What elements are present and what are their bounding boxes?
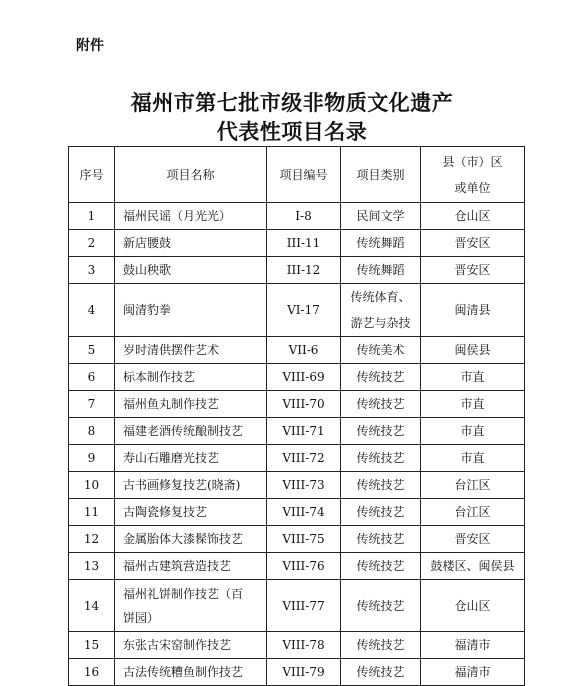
cell-region: 仓山区 [421, 580, 525, 632]
cell-seq: 15 [69, 632, 115, 659]
table-row [69, 418, 525, 445]
cell-region: 福清市 [421, 632, 525, 659]
cell-category: 民间文学 [341, 203, 421, 230]
cell-category: 传统技艺 [341, 364, 421, 391]
cell-region: 仓山区 [421, 203, 525, 230]
table-row [69, 472, 525, 499]
cell-category: 传统舞蹈 [341, 230, 421, 257]
cell-name: 福州民谣（月光光） [115, 203, 267, 230]
table-row [69, 553, 525, 580]
table-row [69, 391, 525, 418]
cell-code: VIII-74 [267, 499, 341, 526]
header-seq: 序号 [69, 147, 115, 203]
cell-seq: 3 [69, 257, 115, 284]
cell-category: 传统技艺 [341, 553, 421, 580]
cell-code: VIII-70 [267, 391, 341, 418]
cell-name-line2: 饼园） [123, 610, 160, 625]
attachment-label: 附件 [76, 38, 104, 54]
table-row [69, 364, 525, 391]
cell-seq: 4 [69, 284, 115, 337]
cell-region: 市直 [421, 364, 525, 391]
document-title-line1: 福州市第七批市级非物质文化遗产 [130, 91, 454, 115]
cell-region: 台江区 [421, 499, 525, 526]
table-row [69, 659, 525, 686]
cell-name: 标本制作技艺 [115, 364, 267, 391]
cell-seq: 7 [69, 391, 115, 418]
cell-code: III-12 [267, 257, 341, 284]
cell-seq: 1 [69, 203, 115, 230]
table-row [69, 580, 525, 632]
table-row [69, 284, 525, 337]
cell-category: 传统舞蹈 [341, 257, 421, 284]
cell-code: VIII-73 [267, 472, 341, 499]
cell-name: 福建老酒传统酿制技艺 [115, 418, 267, 445]
cell-region: 晋安区 [421, 526, 525, 553]
cell-seq: 9 [69, 445, 115, 472]
heritage-list-table [68, 146, 525, 686]
table-row [69, 230, 525, 257]
cell-seq: 11 [69, 499, 115, 526]
cell-category: 传统技艺 [341, 659, 421, 686]
document-title-line2: 代表性项目名录 [216, 120, 368, 144]
cell-code: I-8 [267, 203, 341, 230]
header-code: 项目编号 [267, 147, 341, 203]
cell-name: 新店腰鼓 [115, 230, 267, 257]
cell-category [341, 284, 421, 337]
cell-region: 福清市 [421, 659, 525, 686]
cell-name: 福州鱼丸制作技艺 [115, 391, 267, 418]
cell-code: III-11 [267, 230, 341, 257]
cell-code: VIII-69 [267, 364, 341, 391]
cell-code: VIII-77 [267, 580, 341, 632]
cell-seq: 16 [69, 659, 115, 686]
cell-name: 福州古建筑营造技艺 [115, 553, 267, 580]
cell-seq: 6 [69, 364, 115, 391]
cell-category: 传统技艺 [341, 580, 421, 632]
cell-name: 古书画修复技艺(晓斋) [115, 472, 267, 499]
cell-region: 市直 [421, 445, 525, 472]
cell-category: 传统技艺 [341, 472, 421, 499]
cell-name: 闽清豹拳 [115, 284, 267, 337]
cell-name: 鼓山秧歌 [115, 257, 267, 284]
cell-code: VIII-78 [267, 632, 341, 659]
cell-code: VII-6 [267, 337, 341, 364]
cell-seq: 10 [69, 472, 115, 499]
table-row [69, 203, 525, 230]
cell-region: 闽侯县 [421, 337, 525, 364]
cell-code: VIII-79 [267, 659, 341, 686]
cell-name: 金属胎体大漆髹饰技艺 [115, 526, 267, 553]
cell-region: 晋安区 [421, 230, 525, 257]
cell-region: 市直 [421, 418, 525, 445]
header-region-line1: 县（市）区 [442, 154, 503, 169]
table-row [69, 526, 525, 553]
cell-category: 传统技艺 [341, 526, 421, 553]
table-row [69, 445, 525, 472]
header-category: 项目类别 [341, 147, 421, 203]
cell-category: 传统技艺 [341, 499, 421, 526]
cell-seq: 13 [69, 553, 115, 580]
cell-name: 岁时清供摆件艺术 [115, 337, 267, 364]
cell-code: VIII-72 [267, 445, 341, 472]
cell-name-line1: 福州礼饼制作技艺（百 [123, 586, 244, 601]
cell-region: 鼓楼区、闽侯县 [421, 553, 525, 580]
cell-seq: 14 [69, 580, 115, 632]
cell-category-line1: 传统体育、 [350, 290, 411, 304]
table-row [69, 257, 525, 284]
cell-code: VIII-71 [267, 418, 341, 445]
cell-category: 传统技艺 [341, 632, 421, 659]
cell-region: 晋安区 [421, 257, 525, 284]
cell-code: VIII-76 [267, 553, 341, 580]
cell-category: 传统技艺 [341, 391, 421, 418]
cell-name: 古法传统糟鱼制作技艺 [115, 659, 267, 686]
cell-category: 传统技艺 [341, 418, 421, 445]
cell-category-line2: 游艺与杂技 [350, 316, 411, 330]
cell-region: 市直 [421, 391, 525, 418]
cell-name [115, 580, 267, 632]
cell-seq: 2 [69, 230, 115, 257]
table-row [69, 499, 525, 526]
cell-category: 传统美术 [341, 337, 421, 364]
cell-name: 寿山石雕磨光技艺 [115, 445, 267, 472]
header-region [421, 147, 525, 203]
table-row [69, 337, 525, 364]
cell-region: 闽清县 [421, 284, 525, 337]
cell-code: VI-17 [267, 284, 341, 337]
cell-seq: 8 [69, 418, 115, 445]
cell-category: 传统技艺 [341, 445, 421, 472]
header-name: 项目名称 [115, 147, 267, 203]
cell-name: 东张古宋窑制作技艺 [115, 632, 267, 659]
table-header-row [69, 147, 525, 203]
cell-seq: 12 [69, 526, 115, 553]
header-region-line2: 或单位 [454, 180, 491, 195]
cell-region: 台江区 [421, 472, 525, 499]
cell-code: VIII-75 [267, 526, 341, 553]
table-row [69, 632, 525, 659]
cell-seq: 5 [69, 337, 115, 364]
cell-name: 古陶瓷修复技艺 [115, 499, 267, 526]
